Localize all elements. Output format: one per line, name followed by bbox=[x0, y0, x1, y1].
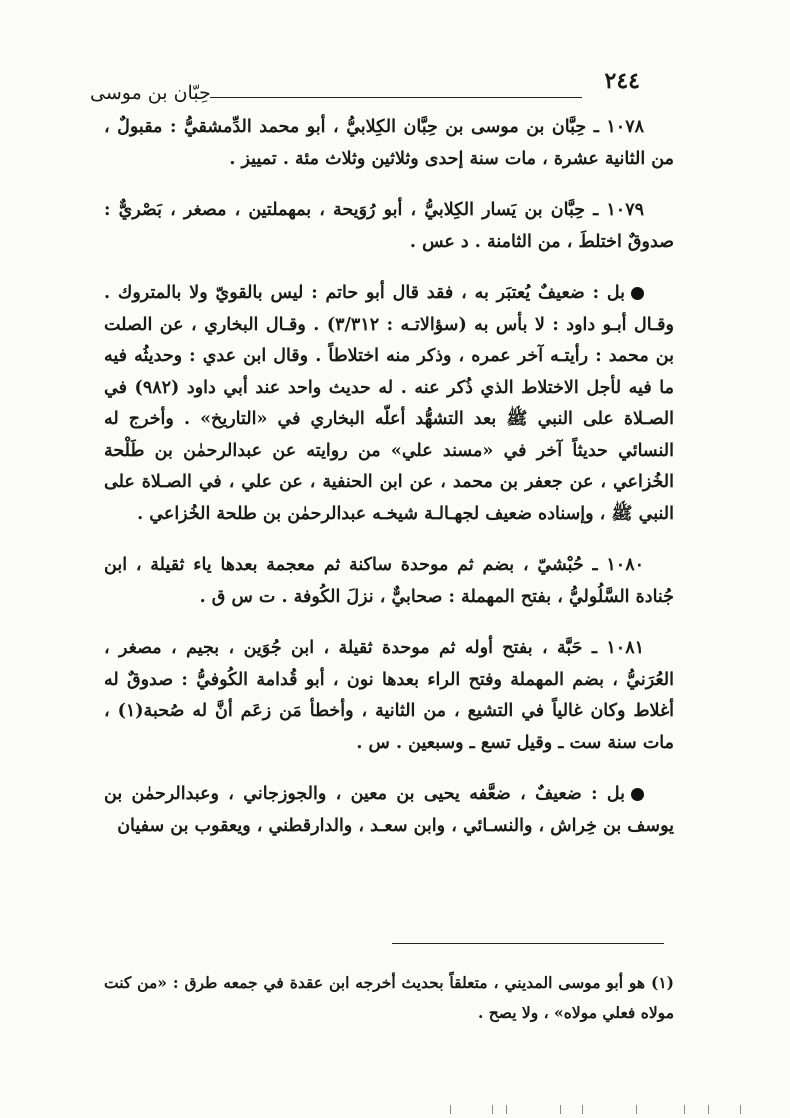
comment-text: بل : ضعيفٌ ، ضعَّفه يحيى بن معين ، والجوزجاني ، وعبدالرحمٰن بن يوسف بن خِراش ، والنسـائي ، وابن سعـد ، والدارقطني ، ويعقوب بن سفيان bbox=[104, 784, 674, 836]
entry-1079 bbox=[104, 195, 674, 258]
entry-1081 bbox=[104, 633, 674, 759]
entry-1078 bbox=[104, 112, 674, 175]
comment-1079 bbox=[104, 278, 674, 530]
entry-text: ١٠٨١ ـ حَبَّة ، بفتح أوله ثم موحدة ثقيلة ، ابن جُوَين ، بجيم ، مصغر ، العُرَنيُّ ، بضم المهملة وفتح الراء بعدها نون ، أبو قُدامة الكُوفيُّ : صدوقٌ له أغلاط وكان غالياً في التشيع ، من الثانية ، وأخطأ مَن زعَم أنَّ له صُحبة(١) ، مات سنة ست ـ وقيل تسع ـ وسبعين . س . bbox=[104, 638, 674, 753]
main-text bbox=[104, 112, 674, 862]
running-title: حِبّان بن موسى bbox=[90, 82, 211, 104]
comment-1081 bbox=[104, 779, 674, 842]
entry-text: ١٠٨٠ ـ حُبْشيّ ، بضم ثم موحدة ساكنة ثم معجمة بعدها ياء ثقيلة ، ابن جُنادة السَّلُوليُّ ، بفتح المهملة : صحابيٌّ ، نزلَ الكُوفة . ت س ق . bbox=[104, 555, 674, 607]
entry-text: ١٠٧٩ ـ حِبَّان بن يَسار الكِلابيُّ ، أبو رُوَيحة ، بمهملتين ، مصغر ، بَصْريٌّ : صدوقٌ اختلطَ ، من الثامنة . د عس . bbox=[104, 200, 674, 252]
page-number: ٢٤٤ bbox=[604, 68, 640, 94]
scan-edge-marks bbox=[440, 1104, 750, 1114]
entry-text: ١٠٧٨ ـ حِبَّان بن موسى بن حِبَّان الكِلابيُّ ، أبو محمد الدِّمشقيُّ : مقبولٌ ، من الثانية عشرة ، مات سنة إحدى وثلاثين وثلاث مئة . تمييز . bbox=[104, 117, 674, 169]
comment-text: بل : ضعيفٌ يُعتبَر به ، فقد قال أبو حاتم : ليس بالقويّ ولا بالمتروك . وقـال أبـو داود : لا بأس به (سؤالاتـه : ٣/٣١٢) . وقـال البخاري ، عن الصلت بن محمد : رأيتـه آخر عمره ، وذكر منه اختلاطاً . وقال ابن عدي : وحديثُه فيه ما فيه لأجل الاختلاط الذي ذُكر عنه . له حديث واحد عند أبي داود (٩٨٢) في الصـلاة على النبي ﷺ بعد التشهُّد أعلّه البخاري في «التاريخ» . وأخرج له النسائي حديثاً آخر في «مسند علي» من روايته عن عبدالرحمٰن بن طَلْحة الخُزاعي ، عن جعفر بن محمد ، عن ابن الحنفية ، عن علي ، في الصـلاة على النبي ﷺ ، وإسناده ضعيف لجهـالـة شيخـه عبدالرحمٰن بن طلحة الخُزاعي . bbox=[104, 283, 675, 524]
bullet-icon bbox=[631, 788, 644, 801]
bullet-icon bbox=[631, 287, 644, 300]
entry-1080 bbox=[104, 550, 674, 613]
footnote-rule bbox=[392, 943, 664, 944]
header-rule bbox=[210, 97, 582, 98]
footnote: (١) هو أبو موسى المديني ، متعلقاً بحديث أخرجه ابن عقدة في جمعه طرق : «من كنت مولاه فعلي مولاه» ، ولا يصح . bbox=[104, 973, 674, 1022]
page-header bbox=[90, 68, 640, 104]
